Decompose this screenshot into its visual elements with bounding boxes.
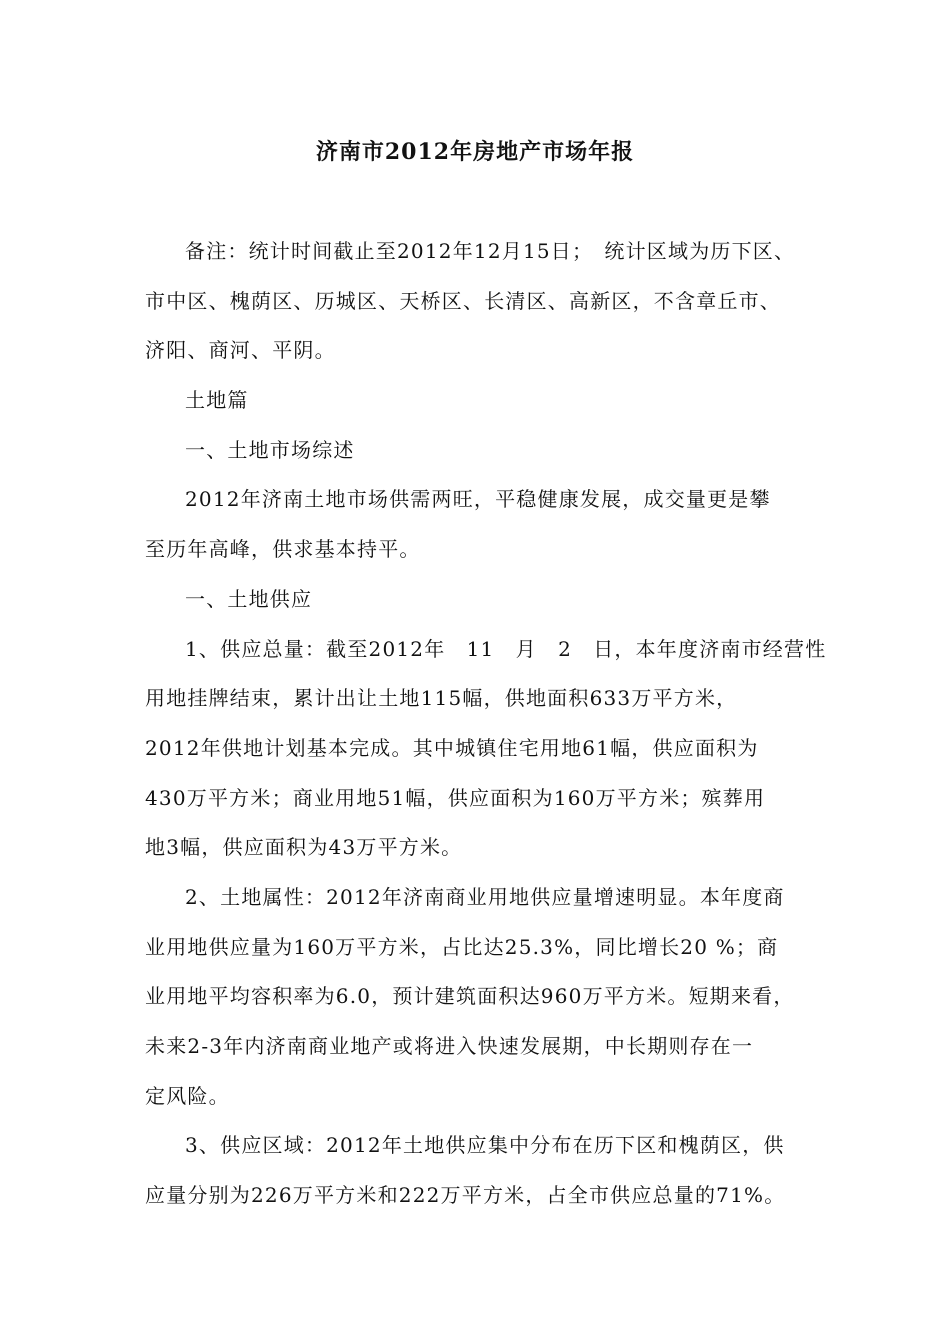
body-line: 2012年济南土地市场供需两旺，平稳健康发展，成交量更是攀 — [185, 487, 771, 512]
body-line: 一、土地供应 — [185, 586, 313, 611]
body-line: 3、供应区域：2012年土地供应集中分布在历下区和槐荫区，供 — [185, 1133, 785, 1158]
body-line: 至历年高峰，供求基本持平。 — [145, 537, 421, 562]
body-line: 用地挂牌结束，累计出让土地115幅，供地面积633万平方米， — [145, 686, 738, 711]
body-line: 业用地供应量为160万平方米，占比达25.3%，同比增长20 %；商 — [145, 934, 779, 959]
body-line: 备注：统计时间截止至2012年12月15日； 统计区域为历下区、 — [185, 239, 796, 263]
body-line: 430万平方米；商业用地51幅，供应面积为160万平方米；殡葬用 — [145, 785, 766, 810]
body-line: 未来2-3年内济南商业地产或将进入快速发展期，中长期则存在一 — [145, 1034, 754, 1058]
body-line: 2012年供地计划基本完成。其中城镇住宅用地61幅，供应面积为 — [145, 735, 759, 760]
body-line: 土地篇 — [185, 388, 249, 413]
document-body — [145, 231, 827, 1225]
body-line: 地3幅，供应面积为43万平方米。 — [145, 835, 463, 860]
body-line: 定风险。 — [145, 1083, 230, 1108]
body-line: 应量分别为226万平方米和222万平方米，占全市供应总量的71%。 — [145, 1183, 786, 1208]
body-line: 业用地平均容积率为6.0，预计建筑面积达960万平方米。短期来看， — [145, 984, 795, 1009]
body-line: 1、供应总量：截至2012年 11 月 2 日，本年度济南市经营性 — [185, 636, 827, 661]
document-title: 济南市2012年房地产市场年报 — [315, 139, 635, 165]
body-line: 济阳、商河、平阴。 — [145, 338, 336, 363]
body-line: 2、土地属性：2012年济南商业用地供应量增速明显。本年度商 — [185, 884, 785, 909]
body-line: 市中区、槐荫区、历城区、天桥区、长清区、高新区，不含章丘市、 — [145, 288, 781, 313]
body-line: 一、土地市场综述 — [185, 437, 355, 462]
